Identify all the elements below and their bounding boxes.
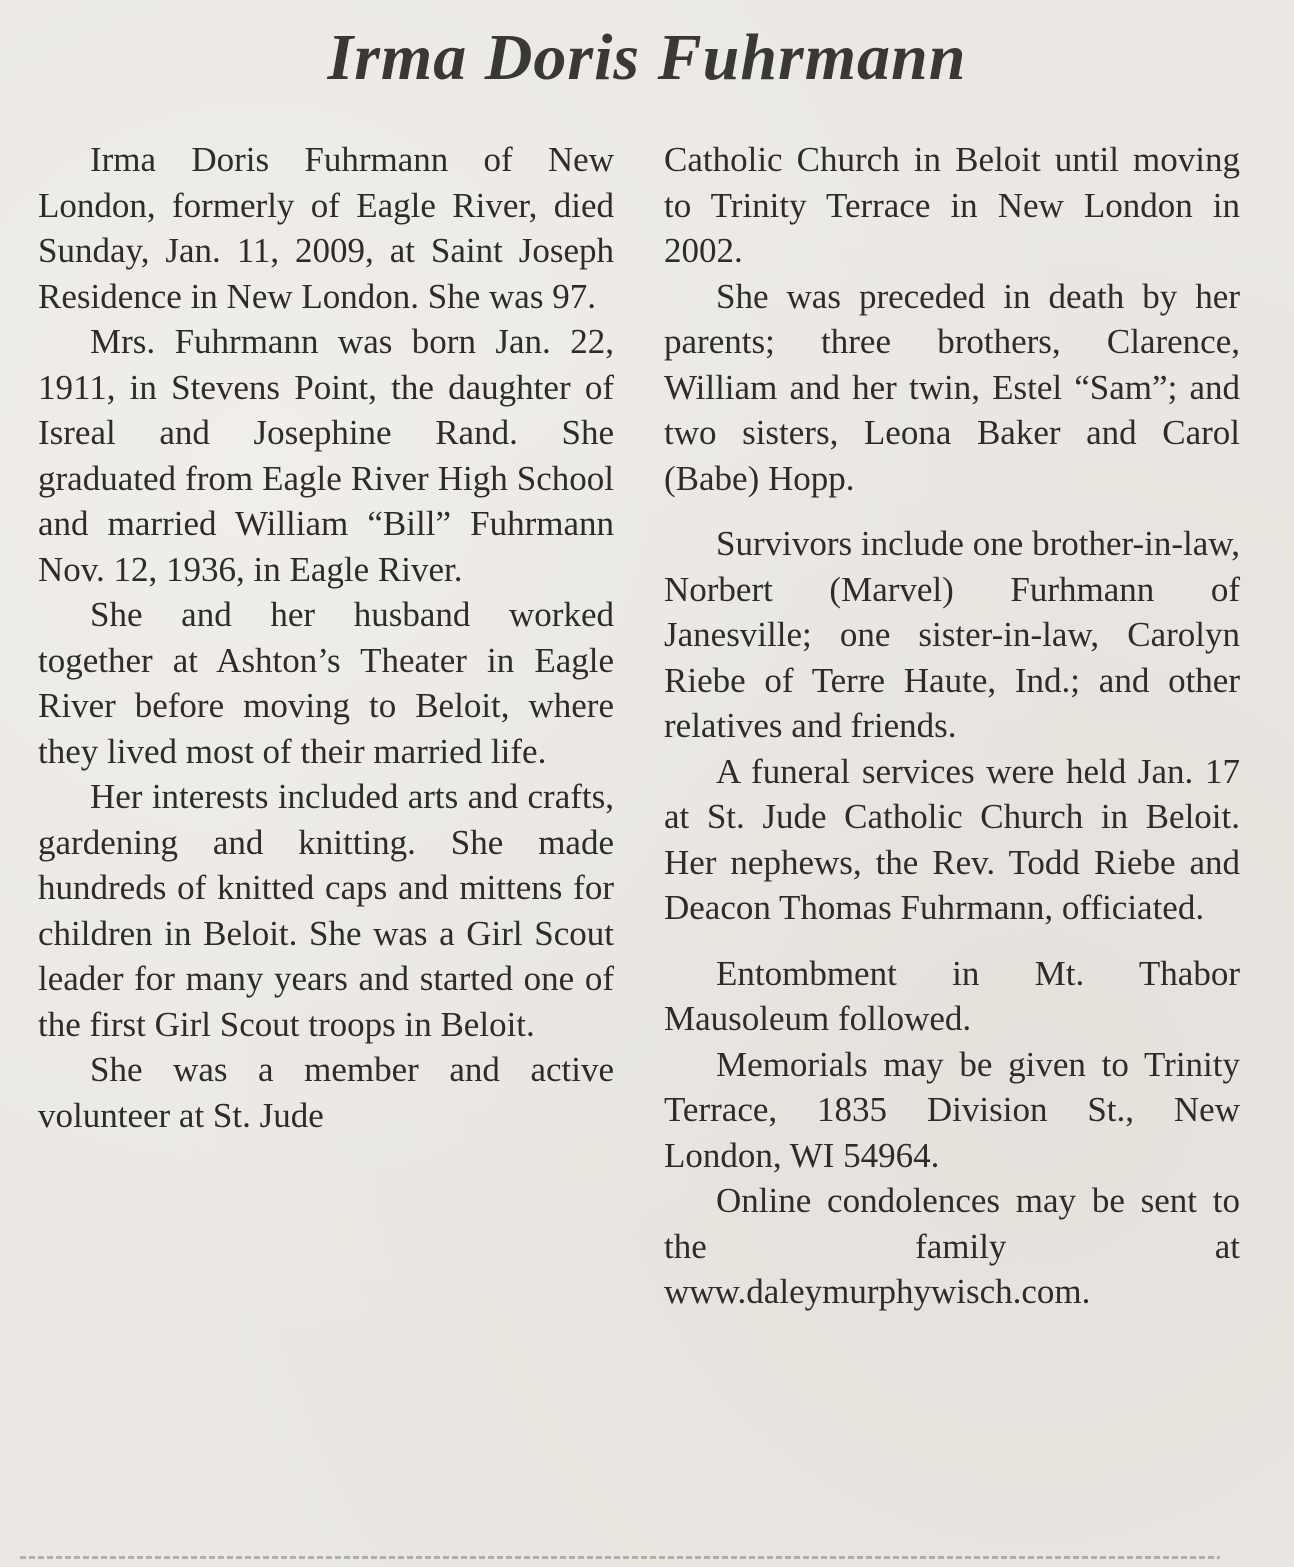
paragraph-church-continued: Catholic Church in Beloit until moving to Trinity Terrace in New London in 2002. xyxy=(664,140,1240,270)
paragraph-survivors: Survivors include one brother-in-law, Norbert (Marvel) Furhmann of Janesville; one sister-in-law, Carolyn Riebe of Terre Haute, Ind.; and other relatives and friends. xyxy=(664,524,1240,745)
paragraph-memorials: Memorials may be given to Trinity Terrace, 1835 Division St., New London, WI 54964. xyxy=(664,1044,1240,1175)
paragraph-death-notice: Irma Doris Fuhrmann of New London, formerly of Eagle River, died Sunday, Jan. 11, 2009, at Saint Joseph Residence in New London. She was 97. xyxy=(38,140,614,316)
paragraph-entombment: Entombment in Mt. Thabor Mausoleum followed. xyxy=(664,953,1240,1038)
paragraph-theater: She and her husband worked together at Ashton’s Theater in Eagle River before moving to Beloit, where they lived most of their married life. xyxy=(38,595,614,771)
paragraph-condolences: Online condolences may be sent to the family at www.daleymurphywisch.com. xyxy=(664,1181,1240,1311)
paragraph-birth: Mrs. Fuhrmann was born Jan. 22, 1911, in Stevens Point, the daughter of Isreal and Josephine Rand. She graduated from Eagle River High School and married William “Bill” Fuhrmann Nov. 12, 1936, in Eagle River. xyxy=(38,322,614,589)
left-column xyxy=(38,137,614,1138)
paragraph-preceded: She was preceded in death by her parents; three brothers, Clarence, William and her twin, Estel “Sam”; and two sisters, Leona Baker and Carol (Babe) Hopp. xyxy=(664,276,1240,498)
paragraph-church-member: She was a member and active volunteer at St. Jude xyxy=(38,1050,614,1135)
right-column xyxy=(664,137,1240,1315)
obituary-headline: Irma Doris Fuhrmann xyxy=(327,21,967,94)
bottom-rule xyxy=(20,1556,1220,1559)
paragraph-interests: Her interests included arts and crafts, gardening and knitting. She made hundreds of knitted caps and mittens for children in Beloit. She was a Girl Scout leader for many years and started one of the first Girl Scout troops in Beloit. xyxy=(38,777,614,1044)
paragraph-funeral: A funeral services were held Jan. 17 at St. Jude Catholic Church in Beloit. Her nephews, the Rev. Todd Riebe and Deacon Thomas Fuhrmann, officiated. xyxy=(664,751,1240,927)
